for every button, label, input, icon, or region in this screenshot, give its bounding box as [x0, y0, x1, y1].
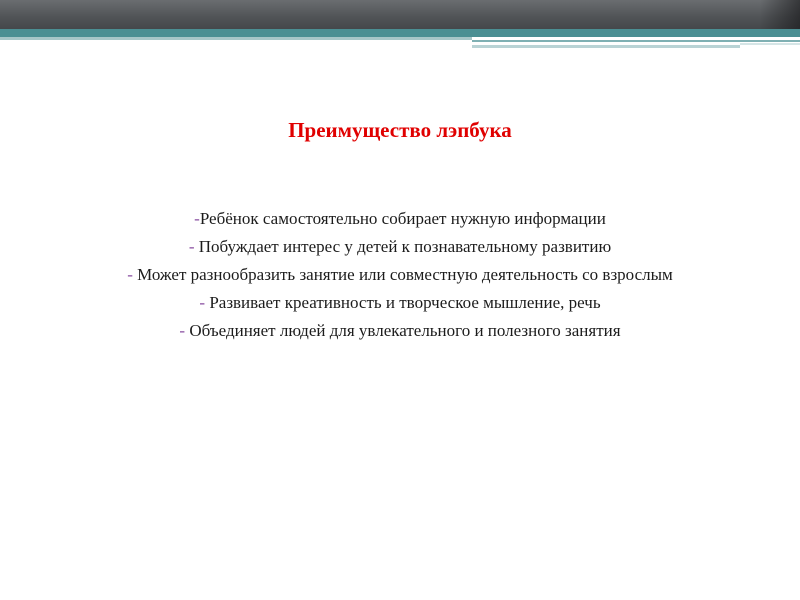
bullet-dash: - [179, 321, 190, 340]
bullet-text: Побуждает интерес у детей к познавательному развитию [198, 237, 612, 256]
bullet-dash: - [188, 237, 199, 256]
bullet-item [70, 263, 730, 287]
bullet-item [70, 291, 730, 315]
bullet-dash: - [127, 265, 138, 284]
bullet-text: Ребёнок самостоятельно собирает нужную информации [199, 209, 606, 228]
bullet-item [70, 319, 730, 343]
bullet-item [70, 207, 730, 231]
header-stripe-right-end [740, 43, 800, 45]
header-band-shade [760, 0, 800, 29]
bullet-list [70, 207, 730, 343]
bullet-text: Развивает креативность и творческое мышление, речь [209, 293, 601, 312]
slide-title: Преимущество лэпбука [288, 118, 512, 142]
slide-content [70, 115, 730, 347]
bullet-text: Объединяет людей для увлекательного и полезного занятия [189, 321, 621, 340]
header-band [0, 0, 800, 29]
header-accent-line [0, 29, 800, 37]
bullet-dash: - [199, 293, 210, 312]
header-stripe-left [0, 37, 472, 40]
bullet-item [70, 235, 730, 259]
bullet-text: Может разнообразить занятие или совместную деятельность со взрослым [137, 265, 673, 284]
header-stripe-right-bottom [472, 45, 740, 48]
header-stripe-right-top [472, 40, 800, 42]
bullet-dash: - [194, 209, 200, 228]
